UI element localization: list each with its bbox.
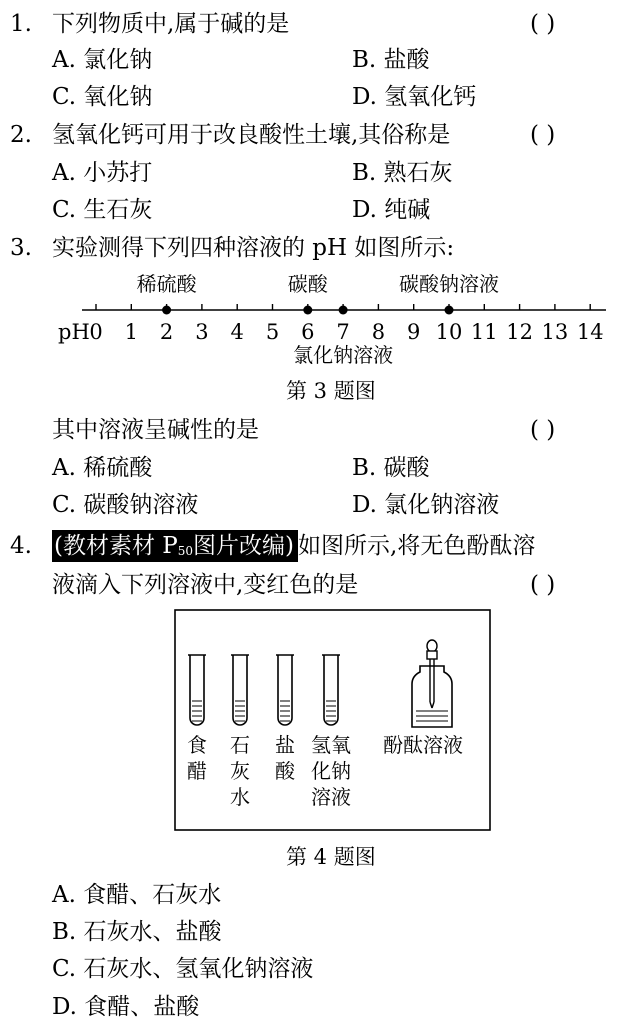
tube-label: 食 (187, 733, 207, 757)
q4-stem-line1: (教材素材 $P_{50}$图片改编) 如图所示,将无色酚酞溶 (52, 535, 535, 558)
q3-number: 3. (10, 235, 32, 261)
q2-option-b: B. 熟石灰 (352, 160, 453, 186)
q1-option-c: C. 氧化钠 (52, 84, 153, 110)
ph-tick-label: 5 (265, 320, 280, 344)
q4-option-a: A. 食醋、石灰水 (52, 882, 222, 908)
ph-tick-label: 6 (301, 320, 315, 344)
ph-tick-label: 9 (407, 320, 421, 344)
q3-stem: 实验测得下列四种溶液的 pH 如图所示: (52, 235, 455, 261)
ph-scale-figure (0, 262, 623, 370)
q3-stem-continued: 其中溶液呈碱性的是 (52, 417, 259, 443)
q3-answer-bracket: ( ) (530, 417, 556, 443)
tube-label: 灰 (230, 759, 250, 783)
test-tube-icon (322, 655, 340, 725)
q2-answer-bracket: ( ) (530, 122, 556, 148)
q2-option-c: C. 生石灰 (52, 197, 153, 223)
bottle-label: 酚酞溶液 (383, 733, 463, 757)
q4-figure-caption: 第 4 题图 (286, 845, 376, 869)
ph-tick-label: 1 (124, 320, 138, 344)
phenolphthalein-figure (0, 600, 623, 835)
q3-option-a: A. 稀硫酸 (52, 455, 153, 481)
ph-tick-label: 11 (470, 320, 498, 344)
source-tag: (教材素材 $P_{50}$图片改编) (52, 530, 298, 562)
dropper-bottle-icon (412, 640, 452, 727)
ph-marker-label: 稀硫酸 (136, 272, 197, 296)
tube-label: 石 (230, 733, 250, 757)
q1-option-a: A. 氯化钠 (52, 47, 153, 73)
ph-tick-label: 2 (159, 320, 174, 344)
ph-marker-label: 碳酸钠溶液 (399, 272, 499, 296)
test-tube-icon (231, 655, 249, 725)
test-tube-icon (276, 655, 294, 725)
ph-tick-label: 4 (230, 320, 244, 344)
q3-option-c: C. 碳酸钠溶液 (52, 492, 199, 518)
q2-stem: 氢氧化钙可用于改良酸性土壤,其俗称是 (52, 122, 451, 148)
q4-number: 4. (10, 533, 32, 559)
q2-option-d: D. 纯碱 (352, 197, 431, 223)
ph-tick-label: 13 (541, 320, 569, 344)
ph-tick-label: 10 (435, 320, 463, 344)
ph-tick-label: 0 (89, 320, 103, 344)
ph-axis-label: pH (58, 320, 90, 344)
q3-option-b: B. 碳酸 (352, 455, 430, 481)
ph-marker-dot (339, 306, 348, 315)
q4-option-c: C. 石灰水、氢氧化钠溶液 (52, 956, 314, 982)
ph-tick-label: 3 (195, 320, 209, 344)
tube-label: 氢氧 (311, 733, 351, 757)
q3-option-d: D. 氯化钠溶液 (352, 492, 500, 518)
ph-marker-dot (445, 306, 454, 315)
tube-label: 醋 (187, 759, 207, 783)
tube-label: 溶液 (311, 785, 351, 809)
q1-option-b: B. 盐酸 (352, 47, 430, 73)
q3-figure-caption: 第 3 题图 (286, 379, 376, 403)
tube-label: 化钠 (311, 759, 351, 783)
q1-number: 1. (10, 11, 32, 37)
q2-number: 2. (10, 122, 32, 148)
ph-marker-label: 氯化钠溶液 (293, 343, 394, 367)
q4-stem-line2: 液滴入下列溶液中,变红色的是 (52, 572, 359, 598)
tube-label: 盐 (275, 733, 295, 757)
ph-marker-label: 碳酸 (287, 272, 328, 296)
q2-option-a: A. 小苏打 (52, 160, 153, 186)
ph-tick-label: 12 (506, 320, 533, 344)
ph-tick-label: 8 (371, 320, 386, 344)
tube-label: 水 (230, 785, 250, 809)
q4-option-b: B. 石灰水、盐酸 (52, 919, 222, 945)
q1-option-d: D. 氢氧化钙 (352, 84, 477, 110)
tube-label: 酸 (275, 759, 295, 783)
q4-answer-bracket: ( ) (530, 572, 556, 598)
ph-tick-label: 7 (336, 320, 350, 344)
ph-tick-label: 14 (576, 320, 604, 344)
q4-option-d: D. 食醋、盐酸 (52, 994, 200, 1020)
q1-answer-bracket: ( ) (530, 11, 556, 37)
ph-marker-dot (162, 306, 171, 315)
test-tube-icon (188, 655, 206, 725)
ph-marker-dot (303, 306, 312, 315)
q1-stem: 下列物质中,属于碱的是 (52, 11, 290, 37)
